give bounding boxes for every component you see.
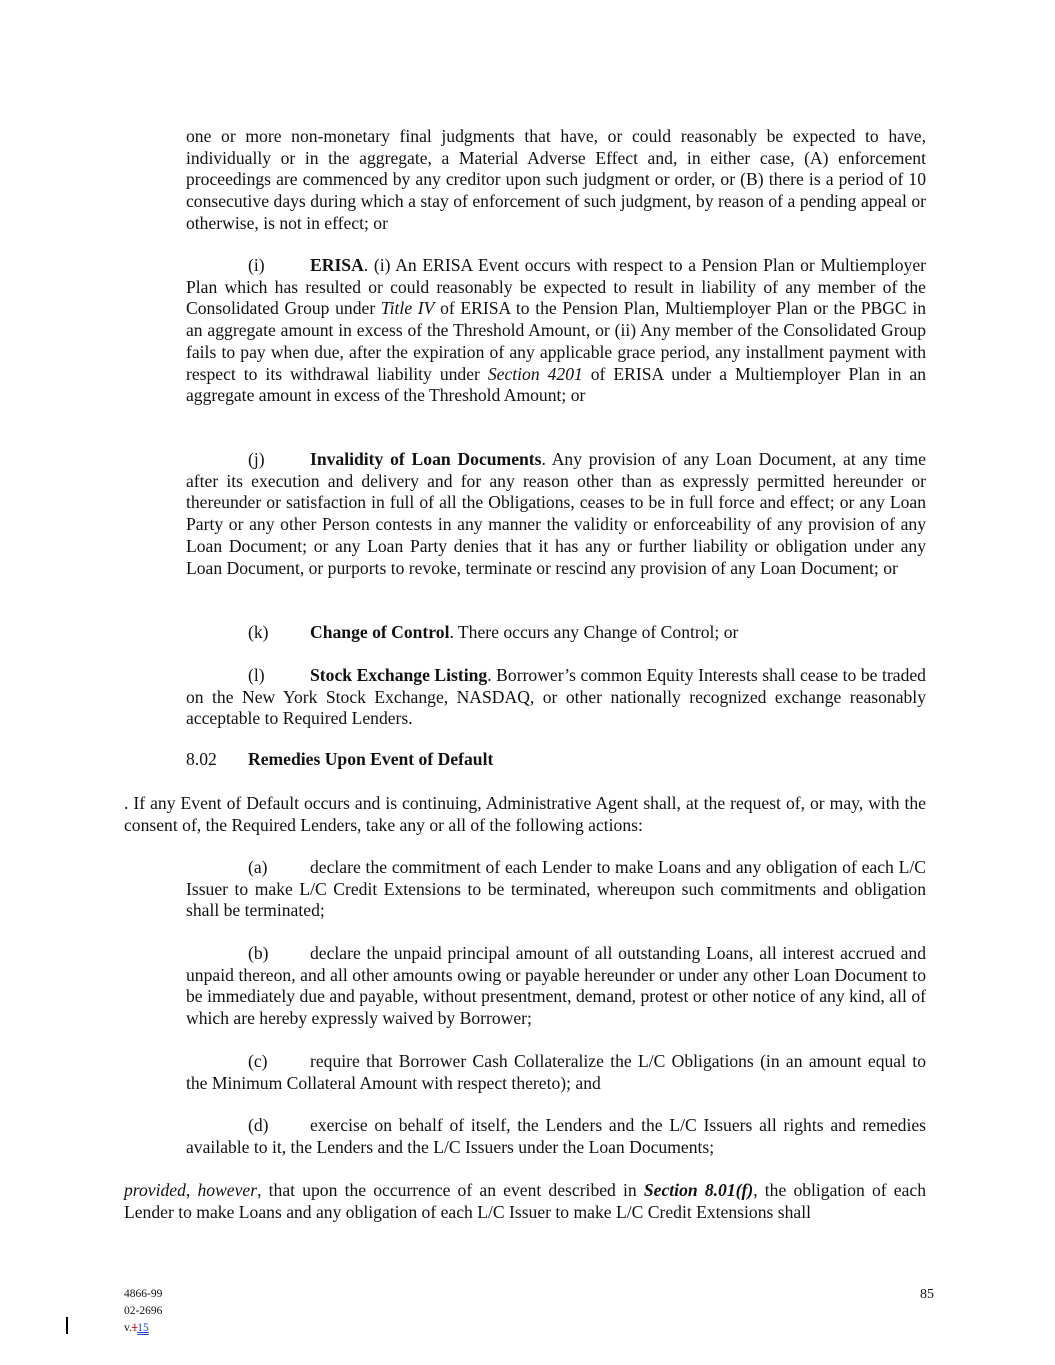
- clause-label: (l): [248, 665, 265, 685]
- clause-text: . There occurs any Change of Control; or: [449, 622, 739, 642]
- clause-k-change-of-control: [186, 622, 926, 644]
- italic-reference: Title IV: [380, 298, 435, 319]
- doc-id-line-1: 4866-99: [124, 1288, 163, 1300]
- proviso-text: , the obligation of each Lender to make Loans and any obligation of each L/C Issuer to make L/C Credit Extensions shall: [124, 1180, 927, 1222]
- page-number: 85: [920, 1287, 934, 1302]
- remedy-b: [186, 943, 926, 1030]
- clause-text: . (i) An ERISA Event occurs with respect to a Pension Plan or Multiemployer Plan which has resulted or could reasonably be expected to result in liability of any member of the Consolidated Group under: [186, 255, 926, 319]
- version-deleted: 1: [131, 1322, 138, 1334]
- section-reference: Section 8.01(f): [643, 1180, 754, 1200]
- remedy-a: [186, 857, 926, 922]
- remedy-text: declare the unpaid principal amount of all outstanding Loans, all interest accrued and unpaid thereon, and all other amounts owing or payable hereunder or under any other Loan Document to be immediately due and payable, without presentment, demand, protest or other notice of any kind, all of which are hereby expressly waived by Borrower;: [186, 943, 926, 1029]
- remedy-label: (b): [248, 943, 269, 963]
- clause-j-invalidity: [186, 449, 926, 579]
- version-inserted: 15: [137, 1322, 149, 1334]
- remedy-text: exercise on behalf of itself, the Lenders and the L/C Issuers all rights and remedies available to it, the Lenders and the L/C Issuers under the Loan Documents;: [186, 1115, 926, 1157]
- clause-label: (k): [248, 622, 269, 642]
- clause-l-stock-exchange: [186, 665, 926, 730]
- version-prefix: v.: [124, 1322, 132, 1334]
- clause-title: Invalidity of Loan Documents: [310, 449, 542, 469]
- section-title: Remedies Upon Event of Default: [248, 749, 494, 769]
- clause-i-erisa: [186, 255, 926, 407]
- remedy-label: (d): [248, 1115, 269, 1135]
- clause-text: of ERISA under a Multiemployer Plan in an aggregate amount in excess of the Threshold Amount; or: [186, 363, 927, 406]
- section-number: 8.02: [186, 749, 217, 769]
- remedy-c: [186, 1051, 926, 1094]
- clause-label: (j): [248, 449, 265, 469]
- italic-term: provided: [124, 1180, 186, 1200]
- revision-change-bar: [66, 1317, 68, 1334]
- clause-title: Stock Exchange Listing: [310, 665, 488, 685]
- section-heading-8-02: [186, 749, 493, 771]
- clause-text: . Any provision of any Loan Document, at any time after its execution and delivery and for any reason other than as expressly permitted hereunder or thereunder or satisfaction in full of all the Obligations, ceases to be in full force and effect; or any Loan Party or any other Person contests in any manner the validity or enforceability of any provision of any Loan Document; or any Loan Party denies that it has any or further liability or obligation under any Loan Document, or purports to revoke, terminate or rescind any provision of any Loan Document; or: [186, 449, 926, 578]
- clause-label: (i): [248, 255, 265, 275]
- clause-text: . Borrower’s common Equity Interests shall cease to be traded on the New York Stock Exchange, NASDAQ, or other nationally recognized exchange reasonably acceptable to Required Lenders.: [186, 665, 926, 729]
- proviso-text: ,: [185, 1180, 198, 1200]
- version-line: [124, 1320, 162, 1337]
- remedies-intro: . If any Event of Default occurs and is continuing, Administrative Agent shall, at the request of, or may, with the consent of, the Required Lenders, take any or all of the following actions:: [124, 793, 926, 835]
- remedy-d: [186, 1115, 926, 1158]
- clause-text: of ERISA to the Pension Plan, Multiemployer Plan or the PBGC in an aggregate amount in excess of the Threshold Amount, or (ii) Any member of the Consolidated Group fails to pay when due, after the expiration of any applicable grace period, any installment payment with respect to its withdrawal liability under: [186, 298, 927, 384]
- continuation-paragraph: one or more non-monetary final judgments that have, or could reasonably be expected to have, individually or in the aggregate, a Material Adverse Effect and, in either case, (A) enforcement proceedings are commenced by any creditor upon such judgment or order, or (B) there is a period of 10 consecutive days during which a stay of enforcement of such judgment, by reason of a pending appeal or otherwise, is not in effect; or: [186, 126, 926, 233]
- italic-term: however: [197, 1180, 258, 1200]
- remedy-label: (c): [248, 1051, 268, 1071]
- italic-reference: Section 4201: [487, 363, 583, 384]
- clause-title: ERISA: [310, 255, 364, 275]
- remedy-text: declare the commitment of each Lender to make Loans and any obligation of each L/C Issuer to make L/C Credit Extensions to be terminated, whereupon such commitments and obligation shall be terminated;: [186, 857, 926, 921]
- proviso-paragraph: [124, 1180, 926, 1223]
- doc-id-line-2: 02-2696: [124, 1305, 163, 1317]
- clause-title: Change of Control: [310, 622, 450, 642]
- footer-doc-id: [124, 1286, 162, 1337]
- proviso-text: , that upon the occurrence of an event described in: [257, 1180, 644, 1200]
- remedy-text: require that Borrower Cash Collateralize the L/C Obligations (in an amount equal to the Minimum Collateral Amount with respect thereto); and: [186, 1051, 926, 1093]
- remedy-label: (a): [248, 857, 268, 877]
